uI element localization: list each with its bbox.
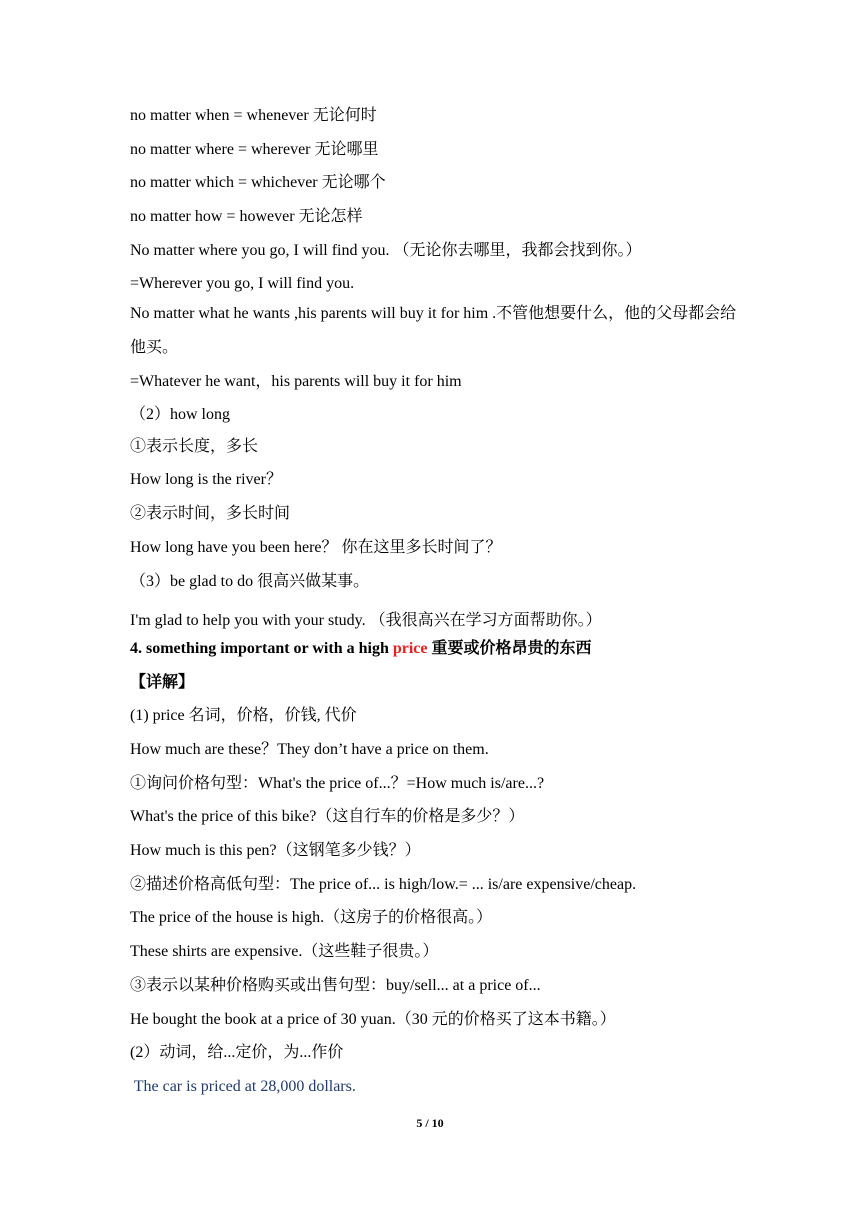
- text-line: How long have you been here？ 你在这里多长时间了？: [130, 539, 502, 556]
- text-line: ②表示时间，多长时间: [130, 505, 291, 522]
- text-line: =Whatever he want，his parents will buy it for him: [130, 373, 462, 390]
- text-line: no matter where = wherever 无论哪里: [130, 141, 379, 158]
- text-line: He bought the book at a price of 30 yuan.（30 元的价格买了这本书籍。）: [130, 1011, 616, 1028]
- text-line: These shirts are expensive.（这些鞋子很贵。）: [130, 943, 439, 960]
- text-paragraph: No matter what he wants ,his parents will buy it for him .不管他想要什么，他的父母都会给他买。: [130, 305, 737, 356]
- text-line: ③表示以某种价格购买或出售句型：buy/sell... at a price of...: [130, 977, 541, 994]
- section-label: 【详解】: [130, 674, 195, 691]
- text-line: =Wherever you go, I will find you.: [130, 275, 355, 292]
- text-line: no matter how = however 无论怎样: [130, 208, 363, 225]
- text-line: （3）be glad to do 很高兴做某事。: [130, 573, 370, 590]
- text-line: How much is this pen?（这钢笔多少钱？）: [130, 842, 421, 859]
- heading-keyword: price: [392, 640, 428, 657]
- text-line: What's the price of this bike?（这自行车的价格是多少？）: [130, 808, 525, 825]
- text-line: No matter where you go, I will find you. （无论你去哪里，我都会找到你。）: [130, 242, 642, 259]
- text-line: I'm glad to help you with your study. （我很高兴在学习方面帮助你。）: [130, 612, 602, 629]
- example-sentence: The car is priced at 28,000 dollars.: [130, 1078, 356, 1095]
- heading-suffix: 重要或价格昂贵的东西: [427, 640, 592, 657]
- text-line: ①询问价格句型：What's the price of...？=How much is/are...?: [130, 775, 545, 792]
- text-line: (1) price 名词，价格，价钱, 代价: [130, 707, 357, 724]
- text-line: （2）how long: [130, 406, 231, 423]
- text-line: no matter which = whichever 无论哪个: [130, 174, 386, 191]
- text-line: (2）动词，给...定价，为...作价: [130, 1044, 344, 1061]
- page-number: 5 / 10: [416, 1116, 444, 1130]
- text-line: ②描述价格高低句型：The price of... is high/low.= ... is/are expensive/cheap.: [130, 876, 637, 893]
- text-line: no matter when = whenever 无论何时: [130, 107, 377, 124]
- text-line: ①表示长度，多长: [130, 438, 259, 455]
- text-line: The price of the house is high.（这房子的价格很高。）: [130, 909, 493, 926]
- section-heading: [130, 639, 592, 659]
- text-line: How much are these？They don’t have a price on them.: [130, 741, 489, 758]
- heading-prefix: 4. something important or with a high: [130, 640, 393, 657]
- text-line: How long is the river？: [130, 471, 282, 488]
